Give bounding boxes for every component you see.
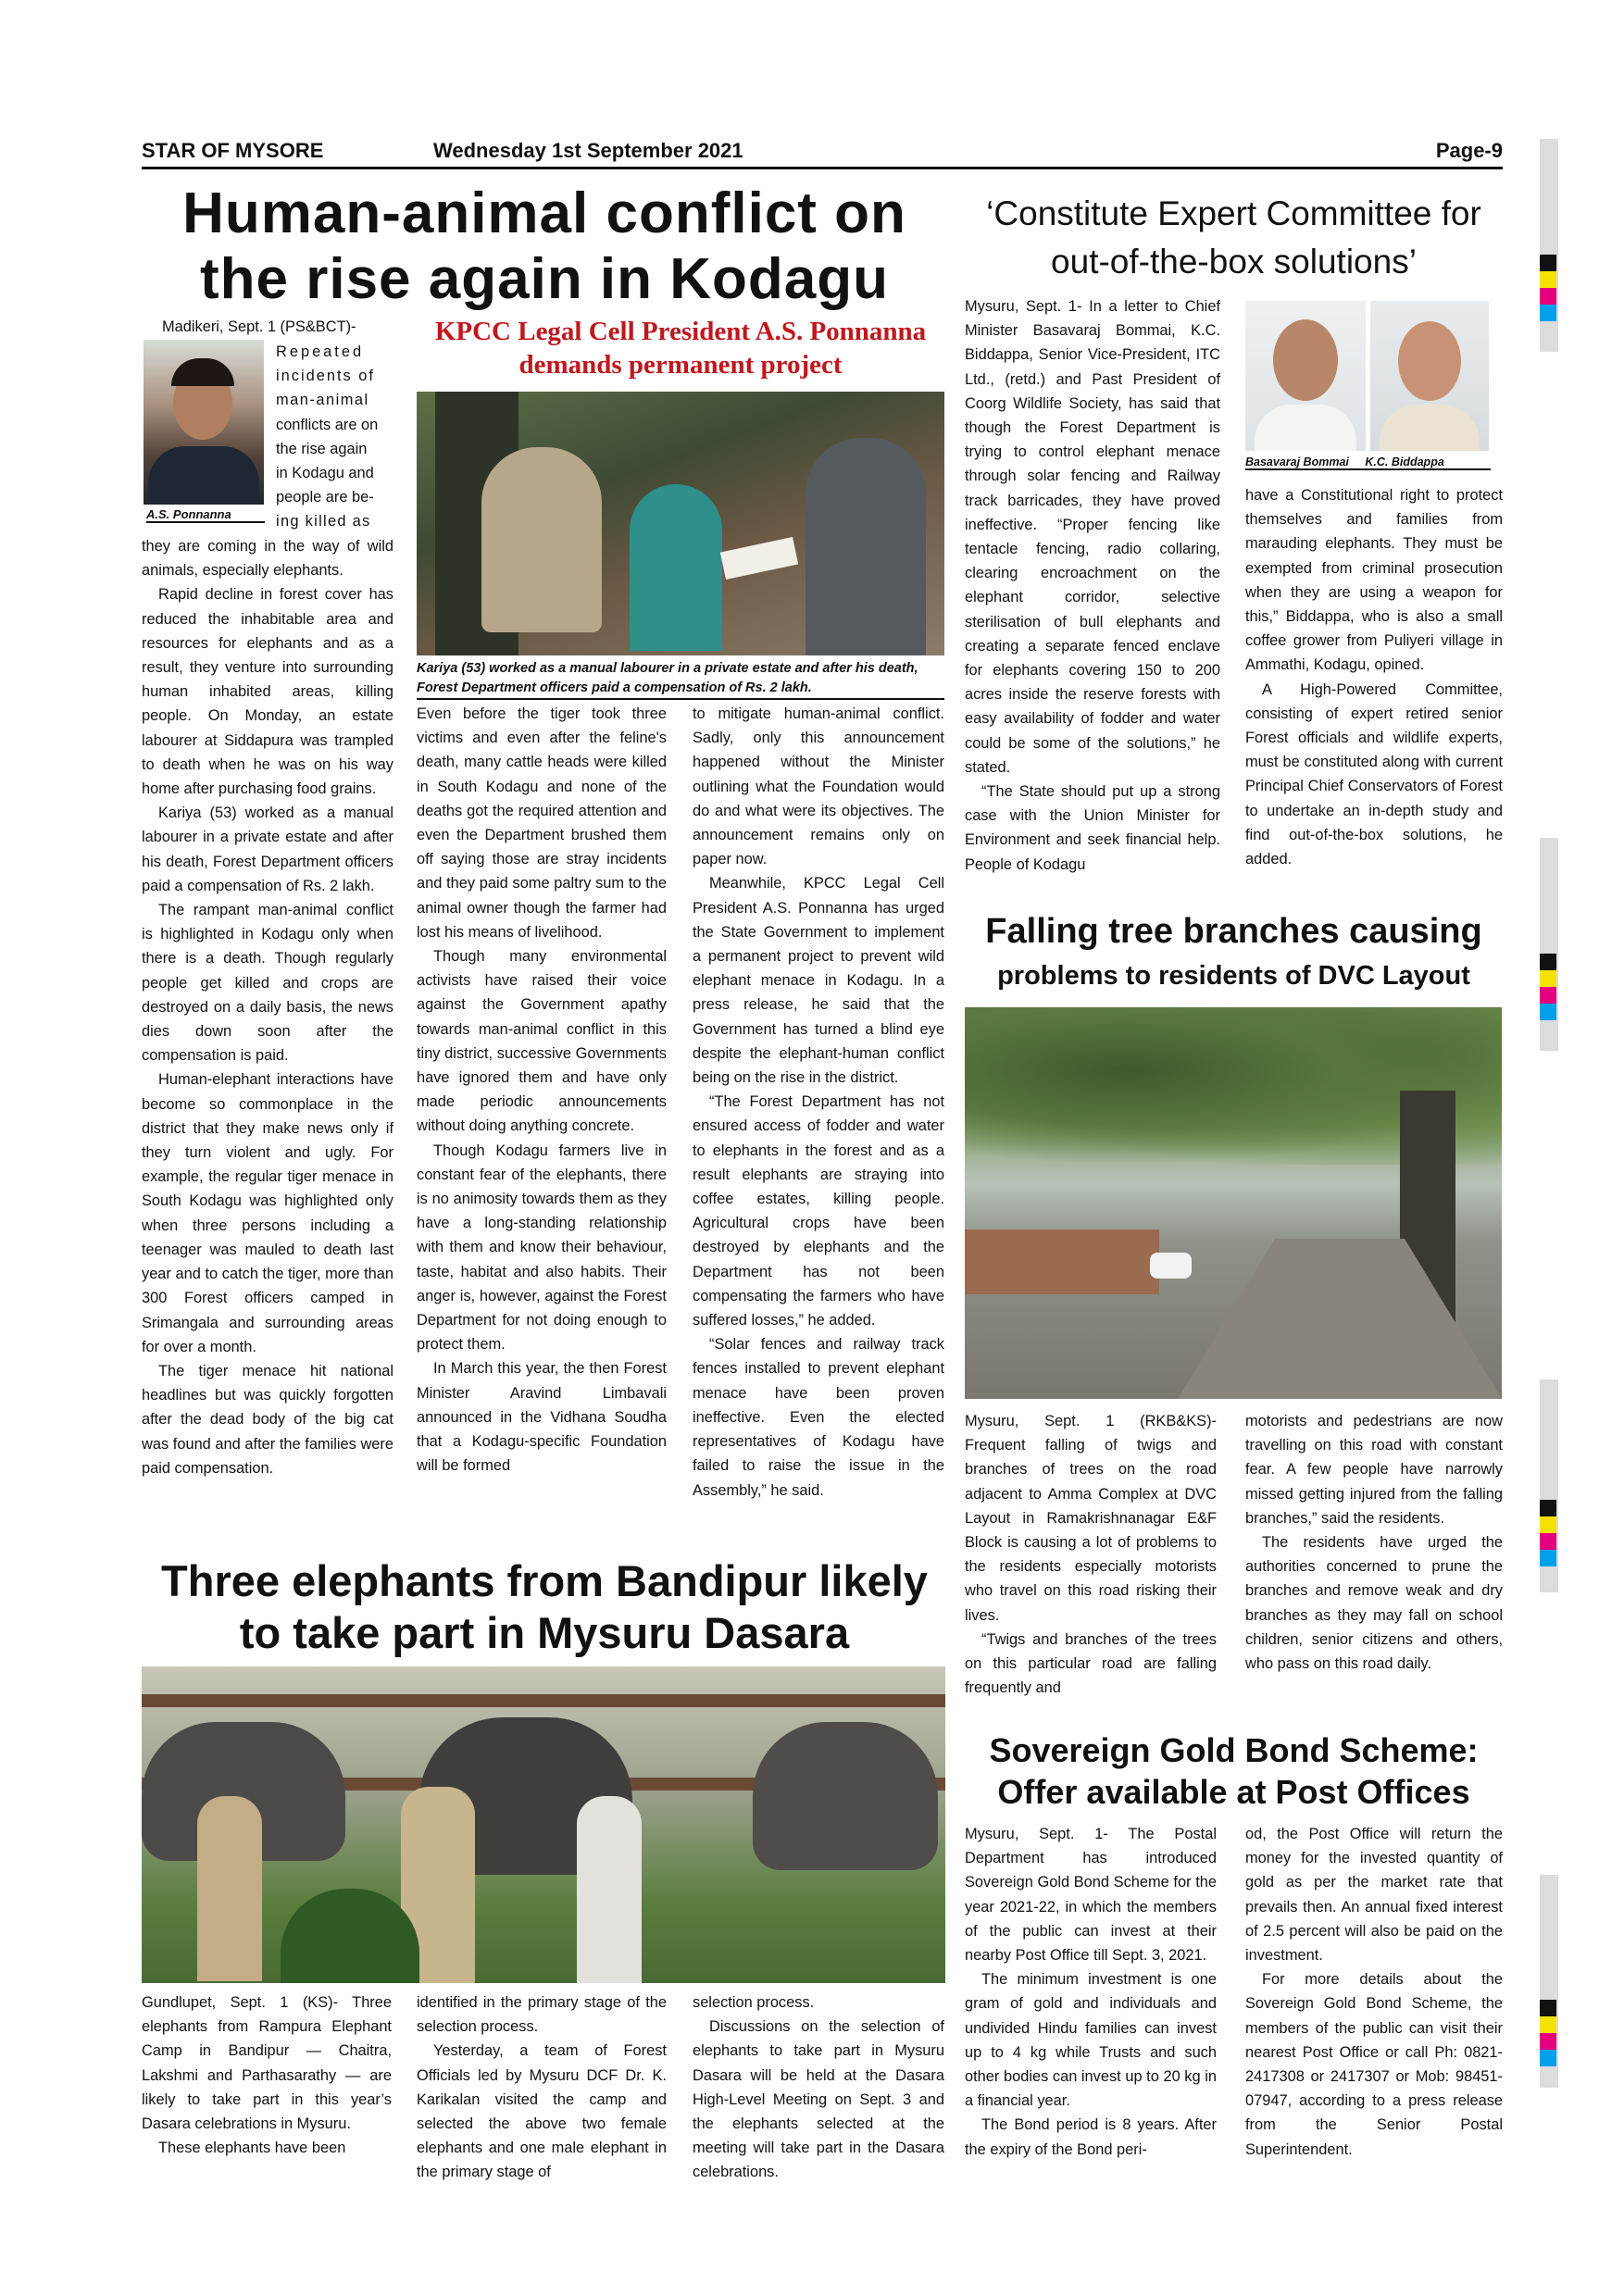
article3-headline-1: Falling tree branches causing <box>985 912 1482 951</box>
article4-column-1: Gundlupet, Sept. 1 (KS)- Three elephants from Rampura Elephant Camp in Bandipur — Chaitra, Lakshmi and Parthasarathy — are likely to take part in this year’s Dasara celebrations in Mysuru. These elephants have been <box>142 1994 392 2157</box>
officer-figure-2 <box>806 438 926 655</box>
registration-swatch <box>1540 2000 1556 2016</box>
portrait-captions: Basavaraj Bommai K.C. Biddappa <box>1245 455 1491 470</box>
portrait-ponnanna <box>144 340 264 505</box>
registration-swatch <box>1540 255 1556 271</box>
article1-dateline <box>162 315 394 339</box>
registration-swatch <box>1540 271 1556 288</box>
registration-swatch <box>1540 1516 1556 1533</box>
registration-swatch <box>1540 288 1556 305</box>
dateline: Madikeri, Sept. 1 (PS&BCT)- <box>162 318 356 335</box>
registration-swatch <box>1540 2033 1556 2050</box>
elephant <box>753 1722 938 1870</box>
masthead-rule <box>142 167 1503 169</box>
article1-subhead: KPCC Legal Cell President A.S. Ponnanna demands permanent project <box>434 317 927 380</box>
masthead <box>142 139 1503 165</box>
registration-swatch <box>1540 1550 1556 1566</box>
photo-kariya-compensation <box>417 392 944 655</box>
portrait-bommai <box>1245 301 1366 451</box>
article1-column-3: to mitigate human-animal conflict. Sadly, only this announcement happened without the Minister outlining what the Foundation would do and what were its objectives. The announcement remains only on paper now. Meanwhile, KPCC Legal Cell President A.S. Ponnanna has urged the State Government to implement a permanent project to prevent wild elephant menace in Kodagu. In a press release, he said that the Government has turned a blind eye despite the elephant-human conflict being on the rise in the district. “The Forest Department has not ensured access of fodder and water to elephants in the forest and as a result elephants are straying into coffee estates, killing people. Agricultural crops have been destroyed by elephants and the Department has not been compensating the farmers who have suffered losses,” he added. “Solar fences and railway track fences installed to prevent elephant menace have been proven ineffective. Even the elected representatives of Kodagu have failed to raise the issue in the Assembly,” he said. <box>693 705 944 1499</box>
article4-column-3: selection process. Discussions on the selection of elephants to take part in Mysuru Dasara will be held at the Dasara High-Level Meeting on Sept. 3 and the elephants selected at the meeting will take part in the Dasara celebrations. <box>693 1994 944 2181</box>
article1-column-1: they are coming in the way of wild animals, especially elephants. Rapid decline in forest cover has reduced the inhabitable area and resources for elephants and as a result, they venture into surrounding human inhabited areas, killing people. On Monday, an estate labourer at Siddapura was trampled to death when he was on his way home after purchasing food grains. Kariya (53) worked as a manual labourer in a private estate and after his death, Forest Department officers paid a compensation of Rs. 2 lakh. The rampant man-animal conflict is highlighted in Kodagu only when there is a death. Though regularly people get killed and crops are destroyed on a daily basis, the news dies down soon after the compensation is paid. Human-elephant interactions have become so commonplace in the district that they make news only if they turn violent and ugly. For example, the regular tiger menace in South Kodagu was highlighted only when three persons including a teenager was mauled to death last year and to catch the tiger, more than 300 Forest officers camped in Srimangala and surrounding areas for over a month. The tiger menace hit national headlines but was quickly forgotten after the dead body of the big cat was found and after the families were paid compensation. <box>142 538 394 1477</box>
parked-car <box>1150 1253 1192 1279</box>
article5-column-2: od, the Post Office will return the money for the invested quantity of gold as per the market rate that prevails then. An annual fixed interest of 2.5 percent will also be paid on the investment. For more details about the Sovereign Gold Bond Scheme, the members of the public can visit their nearest Post Office or call Ph: 0821-2417308 or 2417307 or Mob: 98451-07947, according to a press release from the Senior Postal Superintendent. <box>1245 1826 1503 2158</box>
article2-column-2: have a Constitutional right to protect themselves and families from marauding elephants. They must be exempted from criminal prosecution when they are using a weapon for this,” Biddappa, who is also a small coffee grower from Puliyeri village in Ammathi, Kodagu, opined. A High-Powered Committee, consisting of expert retired senior Forest officials and wildlife experts, must be constituted along with current Principal Chief Conservators of Forest to undertake an in-depth study and find out-of-the-box solutions, he added. <box>1245 487 1503 868</box>
portrait-hair <box>171 358 234 386</box>
woman-figure <box>630 484 722 651</box>
fence-rail <box>142 1694 945 1707</box>
registration-swatch <box>1540 2050 1556 2066</box>
issue-date: Wednesday 1st September 2021 <box>433 139 743 162</box>
officer-figure <box>197 1796 262 1981</box>
registration-swatch <box>1540 1004 1556 1020</box>
article1-wrap-text: Repeated incidents of man-animal conflicts are on the rise again in Kodagu and people are be- ing killed as <box>276 343 379 530</box>
compound-wall <box>965 1229 1159 1294</box>
officer-figure <box>577 1796 642 1983</box>
article3-column-1: Mysuru, Sept. 1 (RKB&KS)- Frequent falling of twigs and branches of trees on the road adjacent to Amma Complex at DVC Layout in Ramakrishnanagar E&F Block is causing a lot of problems to the residents especially motorists who travel on this road risking their lives. “Twigs and branches of the trees on this particular road are falling frequently and <box>965 1413 1217 1697</box>
page-number: Page-9 <box>1435 139 1503 162</box>
registration-swatch <box>1540 2016 1556 2033</box>
article2-headline: ‘Constitute Expert Committee for out-of-the-box solutions’ <box>986 194 1481 281</box>
officer-figure <box>481 447 602 632</box>
article2-column-1: Mysuru, Sept. 1- In a letter to Chief Minister Basavaraj Bommai, K.C. Biddappa, Senior Vice-President, ITC Ltd., (retd.) and Past President of Coorg Wildlife Society, has said that though the Forest Department is trying to control elephant menace through solar fencing and Railway track barricades, they have proved ineffective. “Proper fencing like tentacle fencing, radio collaring, clearing encroachment on the elephant corridor, selective sterilisation of bull elephants and creating a separate fenced enclave for elephants covering 150 to 200 acres inside the reserve forests with easy availability of fodder and water could be some of the solutions,” he stated. “The State should put up a strong case with the Union Minister for Environment and seek financial help. People of Kodagu <box>965 298 1220 873</box>
paper-name: STAR OF MYSORE <box>142 139 324 162</box>
portrait-caption: A.S. Ponnanna <box>146 507 265 523</box>
registration-swatch <box>1540 970 1556 987</box>
document <box>720 537 798 580</box>
article3-column-2: motorists and pedestrians are now travelling on this road with constant fear. A few people have narrowly missed getting injured from the falling branches,” said the residents. The residents have urged the authorities concerned to prune the branches and remove weak and dry branches as they may fall on school children, senior citizens and others, who pass on this road daily. <box>1245 1413 1503 1673</box>
registration-swatch <box>1540 1500 1556 1516</box>
portrait-biddappa <box>1370 301 1489 451</box>
shrub <box>281 1889 419 1983</box>
article1-headline: Human-animal conflict on the rise again in Kodagu <box>182 181 906 312</box>
photo-bandipur-elephants <box>142 1666 945 1983</box>
portrait-shirt <box>148 446 259 505</box>
registration-swatch <box>1540 1533 1556 1550</box>
registration-swatch <box>1540 954 1556 970</box>
registration-swatch <box>1540 987 1556 1004</box>
article4-headline: Three elephants from Bandipur likely to take part in Mysuru Dasara <box>161 1556 928 1657</box>
article3-headline-2: problems to residents of DVC Layout <box>997 961 1470 991</box>
photo-dvc-layout-road <box>965 1007 1502 1399</box>
article5-column-1: Mysuru, Sept. 1- The Postal Department has introduced Sovereign Gold Bond Scheme for the year 2021-22, in which the members of the public can invest at their nearby Post Office till Sept. 3, 2021. The minimum investment is one gram of gold and individuals and undivided Hindu families can invest up to 4 kg while Trusts and such other bodies can invest up to 20 kg in a financial year. The Bond period is 8 years. After the expiry of the Bond peri- <box>965 1826 1217 2158</box>
registration-swatch <box>1540 305 1556 321</box>
article5-headline: Sovereign Gold Bond Scheme: Offer available at Post Offices <box>989 1731 1479 1811</box>
article1-column-2: Even before the tiger took three victims and even after the feline's death, many cattle heads were killed in South Kodagu and none of the deaths got the required attention and even the Department brushed them off saying those are stray incidents and they paid some paltry sum to the animal owner though the farmer had lost his means of livelihood. Though many environmental activists have raised their voice against the Government apathy towards man-animal conflict in this tiny district, successive Governments have ignored them and have only made periodic announcements without doing anything concrete. Though Kodagu farmers live in constant fear of the elephants, there is no animosity towards them as they have a long-standing relationship with them and know their behaviour, taste, habitat and also habits. Their anger is, however, against the Forest Department for not doing enough to protect them. In March this year, the then Forest Minister Aravind Limbavali announced in the Vidhana Soudha that a Kodagu-specific Foundation will be formed <box>417 705 667 1475</box>
article4-column-2: identified in the primary stage of the selection process. Yesterday, a team of Forest Officials led by Mysuru DCF Dr. K. Karikalan visited the camp and selected the above two female elephants and one male elephant in the primary stage of <box>417 1994 667 2181</box>
photo-caption: Kariya (53) worked as a manual labourer in a private estate and after his death, Forest Department officers paid a compensation of Rs. 2 lakh. <box>417 659 944 700</box>
